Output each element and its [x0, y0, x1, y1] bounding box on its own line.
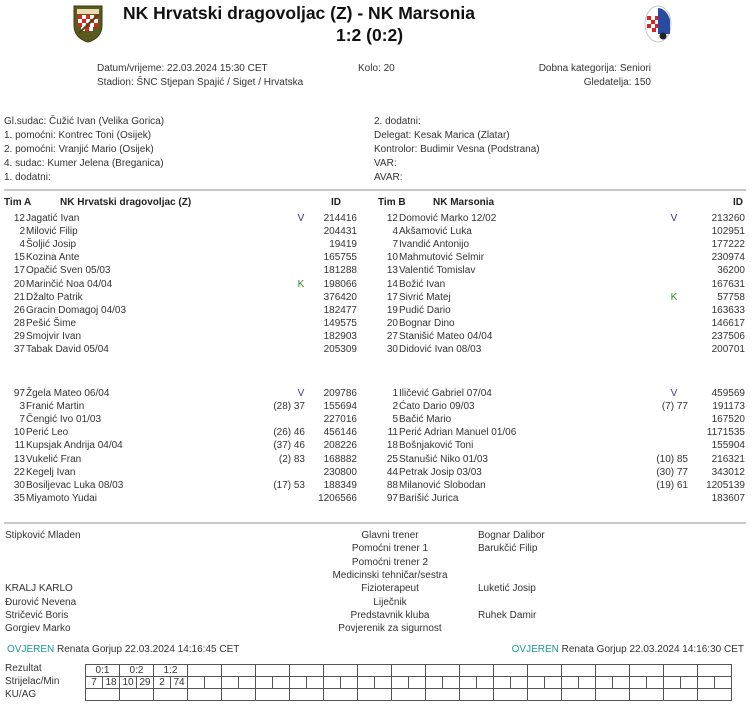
card-cell [188, 689, 222, 701]
player-id: 459569 [711, 388, 745, 399]
card-cell [596, 689, 630, 701]
player-id: 376420 [323, 291, 357, 303]
player-row [0, 439, 756, 452]
player-name: Milović Filip [26, 226, 78, 238]
player-number: 15 [13, 252, 25, 264]
substitution-minute: (26) 46 [273, 427, 305, 439]
player-id: 183607 [711, 492, 745, 504]
verification-left [7, 644, 239, 655]
player-row [0, 225, 756, 238]
scorer-minute-cell: 18 [103, 677, 120, 689]
score-label-result: Rezultat [5, 663, 42, 674]
player-number: 2 [392, 401, 398, 413]
card-cell [290, 689, 324, 701]
player-row [0, 291, 756, 304]
result-cell: 0:2 [120, 665, 154, 677]
player-id: 182903 [323, 330, 357, 342]
home-team-logo [73, 5, 103, 43]
player-number: 97 [13, 388, 25, 399]
player-id: 167520 [711, 414, 745, 426]
player-number: 4 [392, 226, 398, 238]
player-id: 237506 [711, 330, 745, 342]
player-name: Kupsjak Andrija 04/04 [26, 440, 123, 452]
staff-role-label: Medicinski tehničar/sestra [332, 570, 448, 581]
player-id: 343012 [711, 466, 745, 478]
player-number: 37 [13, 344, 25, 355]
scorer-minute-cell [681, 677, 698, 689]
divider-staff [4, 522, 746, 524]
player-id: 155694 [323, 401, 357, 413]
player-name: Franić Martin [26, 401, 85, 413]
result-cell [426, 665, 460, 677]
player-name: Džalto Patrik [26, 291, 83, 303]
player-number: 14 [386, 278, 398, 290]
staff-role-label: Predstavnik kluba [350, 610, 430, 621]
player-name: Sivrić Matej [399, 291, 451, 303]
scorer-number-cell: 7 [86, 677, 103, 689]
player-name: Tabak David 05/04 [26, 344, 109, 355]
staff-role-label: Povjerenik za sigurnost [338, 623, 442, 634]
player-name: Kegelj Ivan [26, 466, 76, 478]
player-number: 44 [386, 466, 398, 478]
goalkeeper-mark: V [670, 388, 678, 399]
match-round: Kolo: 20 [358, 63, 395, 74]
scorer-minute-cell [477, 677, 494, 689]
oval-logo-icon [643, 4, 673, 44]
substitution-minute: (7) 77 [661, 401, 688, 413]
scorer-minute-cell [273, 677, 290, 689]
player-number: 29 [13, 330, 25, 342]
staff-role-label: Liječnik [373, 597, 407, 608]
player-row [0, 238, 756, 251]
card-cell [494, 689, 528, 701]
player-row [0, 492, 756, 505]
scorer-minute-cell [579, 677, 596, 689]
team-b-staff-name: Ruhek Damir [478, 610, 537, 621]
card-cell [392, 689, 426, 701]
result-cell: 1:2 [154, 665, 188, 677]
scorer-minute-cell [205, 677, 222, 689]
result-row [86, 665, 732, 677]
staff-role-label: Pomoćni trener 2 [351, 557, 429, 568]
goalkeeper-mark: V [670, 213, 678, 224]
player-id: 204431 [323, 226, 357, 238]
team-b-staff-name: Bognar Dalibor [478, 530, 545, 541]
result-cell [494, 665, 528, 677]
team-b-staff-name: Luketić Josip [478, 583, 536, 594]
result-cell [392, 665, 426, 677]
score-label-scorer: Strijelac/Min [5, 676, 60, 687]
result-cell: 0:1 [86, 665, 120, 677]
player-name: Pešić Šime [26, 317, 77, 329]
player-row [0, 304, 756, 317]
player-name: Opačić Sven 05/03 [26, 265, 111, 277]
card-cell [460, 689, 494, 701]
player-name: Vukelić Fran [26, 453, 82, 465]
scorer-number-cell [426, 677, 443, 689]
scorer-number-cell [494, 677, 511, 689]
substitution-minute: (37) 46 [273, 440, 305, 452]
player-id: 1206566 [318, 492, 357, 504]
scorer-number-cell [358, 677, 375, 689]
team-a-label: Tim A [4, 197, 32, 208]
player-id: 165755 [323, 252, 357, 264]
scorer-number-cell [562, 677, 579, 689]
result-cell [630, 665, 664, 677]
staff-role-label: Fizioterapeut [361, 583, 419, 594]
player-name: Mahmutović Selmir [399, 252, 485, 264]
age-category: Dobna kategorija: Seniori [538, 63, 651, 74]
player-id: 36200 [717, 265, 745, 277]
player-name: Kozina Ante [26, 252, 80, 264]
player-id: 168882 [323, 453, 357, 465]
player-number: 11 [387, 427, 398, 439]
card-row [86, 689, 732, 701]
player-name: Smojvir Ivan [26, 330, 82, 342]
goalkeeper-mark: V [297, 213, 305, 224]
scorer-number-cell [222, 677, 239, 689]
player-name: Čengić Ivo 01/03 [26, 414, 102, 426]
scorer-row [86, 677, 732, 689]
scorer-number-cell [392, 677, 409, 689]
player-number: 26 [13, 304, 25, 316]
player-number: 97 [386, 492, 398, 504]
official-avar: AVAR: [374, 172, 403, 183]
player-row [0, 317, 756, 330]
player-number: 1 [392, 388, 398, 399]
card-cell [120, 689, 154, 701]
player-number: 4 [19, 239, 25, 251]
verified-by: Renata Gorjup 22.03.2024 14:16:30 CET [561, 644, 744, 655]
player-name: Gracin Domagoj 04/03 [26, 304, 127, 316]
scorer-minute-cell [239, 677, 256, 689]
team-a-name: NK Hrvatski dragovoljac (Z) [60, 197, 192, 208]
player-name: Stanušić Niko 01/03 [399, 453, 488, 465]
card-cell [698, 689, 732, 701]
player-name: Petrak Josip 03/03 [399, 466, 482, 478]
player-row [0, 453, 756, 466]
scorer-number-cell: 2 [154, 677, 171, 689]
player-name: Bošnjaković Toni [399, 440, 474, 452]
result-cell [290, 665, 324, 677]
score-label-card: KU/AG [5, 689, 37, 700]
card-cell [664, 689, 698, 701]
divider-top [4, 189, 746, 191]
goalkeeper-mark: V [297, 388, 305, 399]
player-number: 27 [386, 330, 398, 342]
player-number: 18 [386, 440, 398, 452]
card-cell [528, 689, 562, 701]
scorer-number-cell [664, 677, 681, 689]
player-name: Bosiljevac Luka 08/03 [26, 479, 124, 491]
player-row [0, 387, 756, 400]
substitution-minute: (28) 37 [273, 401, 305, 413]
player-row [0, 330, 756, 343]
official-controller: Kontrolor: Budimir Vesna (Podstrana) [374, 144, 540, 155]
team-a-staff-name: KRALJ KARLO [5, 583, 73, 594]
scorer-number-cell [324, 677, 341, 689]
player-row [0, 479, 756, 492]
scorer-minute-cell [613, 677, 630, 689]
player-row [0, 466, 756, 479]
player-row [0, 413, 756, 426]
player-number: 28 [13, 317, 25, 329]
player-id: 209786 [323, 388, 357, 399]
card-cell [222, 689, 256, 701]
card-cell [426, 689, 460, 701]
player-number: 30 [13, 479, 25, 491]
player-number: 12 [386, 213, 398, 224]
player-name: Perić Adrian Manuel 01/06 [399, 427, 517, 439]
official-additional-2: 2. dodatni: [374, 116, 421, 127]
official-additional-1: 1. dodatni: [4, 172, 51, 183]
scorer-number-cell [528, 677, 545, 689]
player-id: 214416 [323, 213, 357, 224]
team-b-label: Tim B [378, 197, 406, 208]
player-number: 11 [14, 440, 25, 452]
player-row [0, 343, 756, 356]
player-name: Pudić Dario [399, 304, 451, 316]
player-id: 200701 [711, 344, 745, 355]
player-id: 1171535 [706, 427, 745, 439]
scorer-minute-cell [409, 677, 426, 689]
result-cell [222, 665, 256, 677]
player-id: 230974 [711, 252, 745, 264]
player-id: 188349 [323, 479, 357, 491]
player-id: 182477 [323, 304, 357, 316]
team-a-staff-name: Stipković Mladen [5, 530, 81, 541]
result-cell [698, 665, 732, 677]
card-cell [324, 689, 358, 701]
player-name: Jagatić Ivan [26, 213, 80, 224]
player-number: 19 [386, 304, 398, 316]
team-a-staff-name: Stričević Boris [5, 610, 69, 621]
match-title: NK Hrvatski dragovoljac (Z) - NK Marsonia [123, 3, 476, 23]
player-row [0, 426, 756, 439]
match-stadium: Stadion: ŠNC Stjepan Spajić / Siget / Hrvatska [97, 77, 304, 88]
player-id: 19419 [329, 239, 357, 251]
player-id: 1205139 [706, 479, 745, 491]
official-main-referee: Gl.sudac: Čužić Ivan (Velika Gorica) [4, 116, 165, 127]
player-number: 35 [13, 492, 25, 504]
team-a-staff-name: Gorgiev Marko [5, 623, 71, 634]
player-row [0, 400, 756, 413]
player-name: Šoljić Josip [26, 239, 77, 251]
player-number: 30 [386, 344, 398, 355]
staff-role-label: Glavni trener [361, 530, 419, 541]
card-cell [630, 689, 664, 701]
team-b-id-header: ID [733, 197, 743, 208]
staff-role-label: Pomoćni trener 1 [351, 543, 429, 554]
substitution-minute: (17) 53 [273, 479, 305, 491]
scorer-number-cell [290, 677, 307, 689]
captain-mark: K [297, 278, 305, 290]
player-number: 13 [386, 265, 398, 277]
player-number: 21 [13, 291, 25, 303]
captain-mark: K [670, 291, 678, 303]
player-id: 216321 [711, 453, 745, 465]
player-number: 22 [13, 466, 25, 478]
player-id: 57758 [717, 291, 745, 303]
substitution-minute: (30) 77 [656, 466, 688, 478]
player-id: 208226 [323, 440, 357, 452]
player-name: Ćato Dario 09/03 [399, 401, 475, 413]
player-number: 25 [386, 453, 398, 465]
player-name: Božić Ivan [399, 278, 446, 290]
player-id: 198066 [323, 278, 357, 290]
player-name: Bognar Dino [399, 317, 455, 329]
official-assistant-2: 2. pomoćni: Vranjić Mario (Osijek) [4, 144, 154, 155]
result-cell [358, 665, 392, 677]
scorer-minute-cell [307, 677, 324, 689]
spectators: Gledatelja: 150 [583, 77, 651, 88]
player-id: 191173 [712, 401, 745, 413]
player-id: 456146 [323, 427, 357, 439]
player-name: Iličević Gabriel 07/04 [399, 388, 492, 399]
player-name: Didović Ivan 08/03 [399, 344, 482, 355]
scorer-minute-cell: 29 [137, 677, 154, 689]
player-id: 163633 [711, 304, 745, 316]
player-name: Valentić Tomislav [399, 265, 476, 277]
result-cell [324, 665, 358, 677]
result-cell [528, 665, 562, 677]
scorer-minute-cell: 74 [171, 677, 188, 689]
scorer-number-cell [630, 677, 647, 689]
scorer-number-cell [698, 677, 715, 689]
player-number: 10 [386, 252, 398, 264]
substitution-minute: (19) 61 [656, 479, 688, 491]
result-cell [460, 665, 494, 677]
verification-right [512, 644, 744, 655]
team-b-staff-name: Barukčić Filip [478, 543, 538, 554]
card-cell [86, 689, 120, 701]
match-score: 1:2 (0:2) [336, 25, 404, 45]
score-table [85, 664, 732, 701]
player-id: 155904 [711, 440, 745, 452]
player-number: 3 [19, 401, 25, 413]
scorer-minute-cell [545, 677, 562, 689]
scorer-minute-cell [715, 677, 732, 689]
substitution-minute: (10) 85 [656, 453, 688, 465]
team-a-id-header: ID [331, 197, 341, 208]
player-number: 10 [13, 427, 25, 439]
player-name: Stanišić Mateo 04/04 [399, 330, 493, 342]
player-id: 177222 [711, 239, 745, 251]
card-cell [562, 689, 596, 701]
player-number: 17 [386, 291, 398, 303]
player-row [0, 251, 756, 264]
player-name: Žgela Mateo 06/04 [26, 388, 110, 399]
official-fourth: 4. sudac: Kumer Jelena (Breganica) [4, 158, 164, 169]
player-id: 213260 [711, 213, 745, 224]
shield-logo-icon [73, 5, 103, 43]
player-name: Perić Leo [26, 427, 69, 439]
player-id: 230800 [323, 466, 357, 478]
verified-by: Renata Gorjup 22.03.2024 14:16:45 CET [57, 644, 240, 655]
scorer-minute-cell [443, 677, 460, 689]
verified-status: OVJEREN [511, 644, 559, 655]
player-name: Milanović Slobodan [399, 479, 486, 491]
substitution-minute: (2) 83 [278, 453, 305, 465]
player-number: 20 [386, 317, 398, 329]
result-cell [664, 665, 698, 677]
result-cell [256, 665, 290, 677]
result-cell [188, 665, 222, 677]
player-row [0, 212, 756, 225]
player-name: Akšamović Luka [399, 226, 472, 238]
scorer-minute-cell [341, 677, 358, 689]
player-id: 227016 [323, 414, 357, 426]
player-number: 7 [19, 414, 25, 426]
scorer-number-cell: 10 [120, 677, 137, 689]
card-cell [358, 689, 392, 701]
scorer-minute-cell [375, 677, 392, 689]
player-name: Marinčić Noa 04/04 [26, 278, 113, 290]
player-name: Miyamoto Yudai [26, 492, 97, 504]
player-name: Bačić Mario [399, 414, 452, 426]
result-cell [562, 665, 596, 677]
official-delegate: Delegat: Kesak Marica (Zlatar) [374, 130, 510, 141]
player-id: 149575 [323, 317, 357, 329]
player-name: Ivandić Antonijo [399, 239, 470, 251]
scorer-minute-cell [511, 677, 528, 689]
player-row [0, 278, 756, 291]
player-id: 102951 [711, 226, 745, 238]
player-id: 167631 [711, 278, 745, 290]
player-id: 181288 [323, 265, 357, 277]
scorer-number-cell [256, 677, 273, 689]
scorer-number-cell [596, 677, 613, 689]
player-number: 20 [13, 278, 25, 290]
match-datetime: Datum/vrijeme: 22.03.2024 15:30 CET [97, 63, 268, 74]
player-number: 2 [19, 226, 25, 238]
player-id: 205309 [323, 344, 357, 355]
official-var: VAR: [374, 158, 397, 169]
card-cell [154, 689, 188, 701]
result-cell [596, 665, 630, 677]
player-number: 17 [13, 265, 25, 277]
player-name: Barišić Jurica [399, 492, 459, 504]
team-b-name: NK Marsonia [433, 197, 495, 208]
player-number: 7 [392, 239, 398, 251]
scorer-number-cell [188, 677, 205, 689]
player-row [0, 264, 756, 277]
player-number: 88 [386, 479, 398, 491]
verified-status: OVJEREN [7, 644, 55, 655]
player-id: 146617 [711, 317, 745, 329]
player-number: 5 [392, 414, 398, 426]
player-name: Domović Marko 12/02 [399, 213, 497, 224]
team-a-staff-name: Đurović Nevena [5, 597, 77, 608]
scorer-minute-cell [647, 677, 664, 689]
player-number: 13 [13, 453, 25, 465]
player-number: 12 [13, 213, 25, 224]
scorer-number-cell [460, 677, 477, 689]
away-team-logo [643, 4, 673, 44]
official-assistant-1: 1. pomoćni: Kontrec Toni (Osijek) [4, 130, 152, 141]
card-cell [256, 689, 290, 701]
